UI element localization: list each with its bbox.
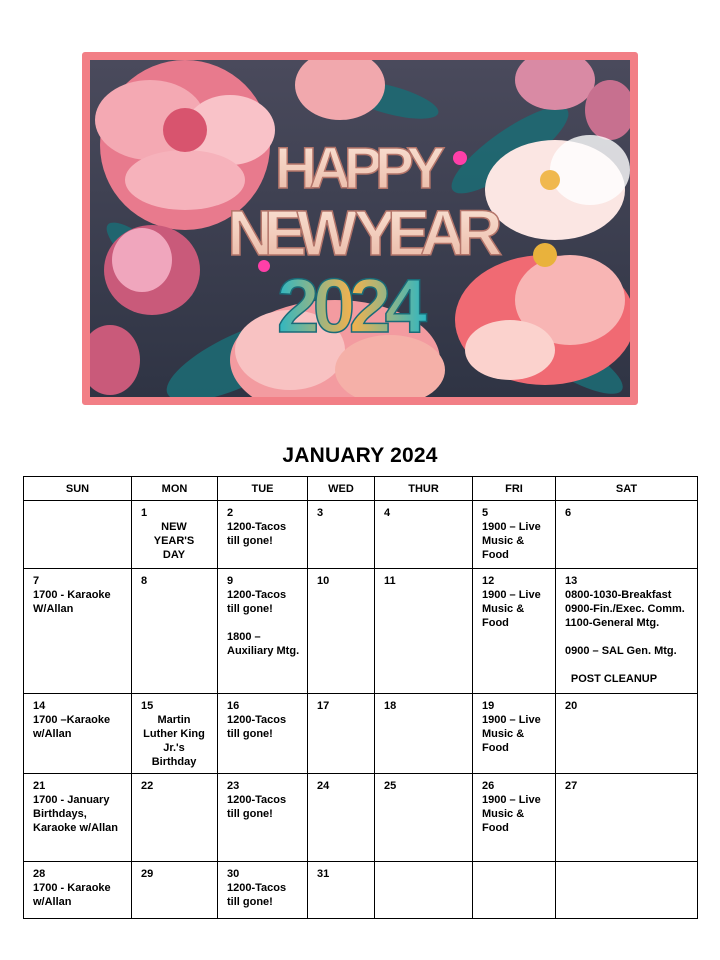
event-text: 1900 – Live Music & Food <box>482 521 541 561</box>
event-text: 1700 - Karaoke w/Allan <box>33 882 111 908</box>
day-cell <box>375 694 473 774</box>
day-number: 9 <box>227 575 234 587</box>
day-number: 31 <box>317 868 330 880</box>
day-number: 10 <box>317 575 330 587</box>
weekday-header-mon: MON <box>132 477 218 501</box>
day-number: 25 <box>384 780 397 792</box>
day-cell <box>24 569 132 694</box>
weekday-header-row <box>24 477 698 501</box>
day-number: 3 <box>317 507 324 519</box>
day-number: 12 <box>482 575 495 587</box>
day-number: 7 <box>33 575 40 587</box>
day-cell <box>308 862 375 919</box>
day-cell <box>556 501 698 569</box>
calendar-grid <box>23 476 698 919</box>
event-text: 1200-Tacos till gone! <box>227 794 287 820</box>
day-cell <box>375 862 473 919</box>
day-number: 17 <box>317 700 330 712</box>
event-text: 1900 – Live Music & Food <box>482 794 541 834</box>
day-number: 8 <box>141 575 148 587</box>
day-cell <box>556 862 698 919</box>
banner-line-2: NEW YEAR <box>227 197 503 269</box>
day-cell <box>308 774 375 862</box>
event-text: 1200-Tacos till gone! <box>227 521 287 547</box>
day-number: 22 <box>141 780 154 792</box>
event-text: 0800-1030-Breakfast 0900-Fin./Exec. Comm. 1100-General Mtg. <box>565 589 685 629</box>
week-row-2 <box>24 569 698 694</box>
day-number: 4 <box>384 507 391 519</box>
week-row-1 <box>24 501 698 569</box>
event-text: 1700 - Karaoke W/Allan <box>33 589 111 615</box>
day-cell <box>24 694 132 774</box>
day-cell <box>556 774 698 862</box>
banner-line-1: HAPPY <box>275 136 445 201</box>
event-text: 1200-Tacos till gone! <box>227 882 287 908</box>
day-cell <box>132 569 218 694</box>
event-text: 0900 – SAL Gen. Mtg. <box>565 645 677 657</box>
day-cell <box>375 501 473 569</box>
flowers-illustration <box>90 60 630 397</box>
new-year-banner <box>82 52 638 405</box>
day-number: 27 <box>565 780 578 792</box>
day-cell <box>556 569 698 694</box>
day-cell <box>308 501 375 569</box>
day-number: 23 <box>227 780 240 792</box>
day-cell <box>132 862 218 919</box>
event-text: 1200-Tacos till gone! <box>227 589 287 615</box>
day-cell <box>375 774 473 862</box>
day-number: 11 <box>384 575 396 587</box>
day-cell <box>556 694 698 774</box>
day-cell <box>375 569 473 694</box>
day-number: 29 <box>141 868 154 880</box>
day-number: 1 <box>141 507 148 519</box>
event-text: POST CLEANUP <box>570 673 658 685</box>
weekday-header-tue: TUE <box>218 477 308 501</box>
day-number: 13 <box>565 575 578 587</box>
event-text: 1200-Tacos till gone! <box>227 714 287 740</box>
day-cell <box>218 694 308 774</box>
day-cell <box>132 501 218 569</box>
event-text: NEW YEAR'S DAY <box>153 521 195 561</box>
calendar-title: JANUARY 2024 <box>282 444 438 467</box>
day-cell <box>132 694 218 774</box>
day-number: 26 <box>482 780 495 792</box>
day-number: 15 <box>141 700 154 712</box>
day-cell <box>473 774 556 862</box>
day-number: 16 <box>227 700 240 712</box>
day-number: 14 <box>33 700 46 712</box>
weekday-header-sun: SUN <box>24 477 132 501</box>
day-cell <box>473 501 556 569</box>
banner-line-3: 2024 <box>277 264 427 349</box>
day-number: 28 <box>33 868 46 880</box>
day-number: 24 <box>317 780 330 792</box>
day-cell <box>308 569 375 694</box>
day-cell <box>24 501 132 569</box>
day-number: 30 <box>227 868 240 880</box>
day-cell <box>218 501 308 569</box>
weekday-header-wed: WED <box>308 477 375 501</box>
event-text: Martin Luther King Jr.'s Birthday <box>143 714 205 768</box>
day-number: 5 <box>482 507 489 519</box>
day-cell <box>473 694 556 774</box>
week-row-4 <box>24 774 698 862</box>
day-cell <box>473 862 556 919</box>
day-number: 21 <box>33 780 46 792</box>
weekday-header-fri: FRI <box>473 477 556 501</box>
weekday-header-thur: THUR <box>375 477 473 501</box>
weekday-header-sat: SAT <box>556 477 698 501</box>
day-cell <box>308 694 375 774</box>
week-row-3 <box>24 694 698 774</box>
week-row-5 <box>24 862 698 919</box>
event-text: 1700 –Karaoke w/Allan <box>33 714 111 740</box>
day-cell <box>24 862 132 919</box>
event-text: 1800 – Auxiliary Mtg. <box>227 631 300 657</box>
day-number: 6 <box>565 507 572 519</box>
day-cell <box>218 774 308 862</box>
event-text: 1900 – Live Music & Food <box>482 714 541 754</box>
day-number: 20 <box>565 700 578 712</box>
day-number: 19 <box>482 700 495 712</box>
day-number: 18 <box>384 700 397 712</box>
event-text: 1700 - January Birthdays, Karaoke w/Allan <box>33 794 118 834</box>
day-cell <box>132 774 218 862</box>
day-cell <box>218 569 308 694</box>
day-cell <box>218 862 308 919</box>
day-cell <box>473 569 556 694</box>
event-text: 1900 – Live Music & Food <box>482 589 541 629</box>
day-cell <box>24 774 132 862</box>
day-number: 2 <box>227 507 234 519</box>
